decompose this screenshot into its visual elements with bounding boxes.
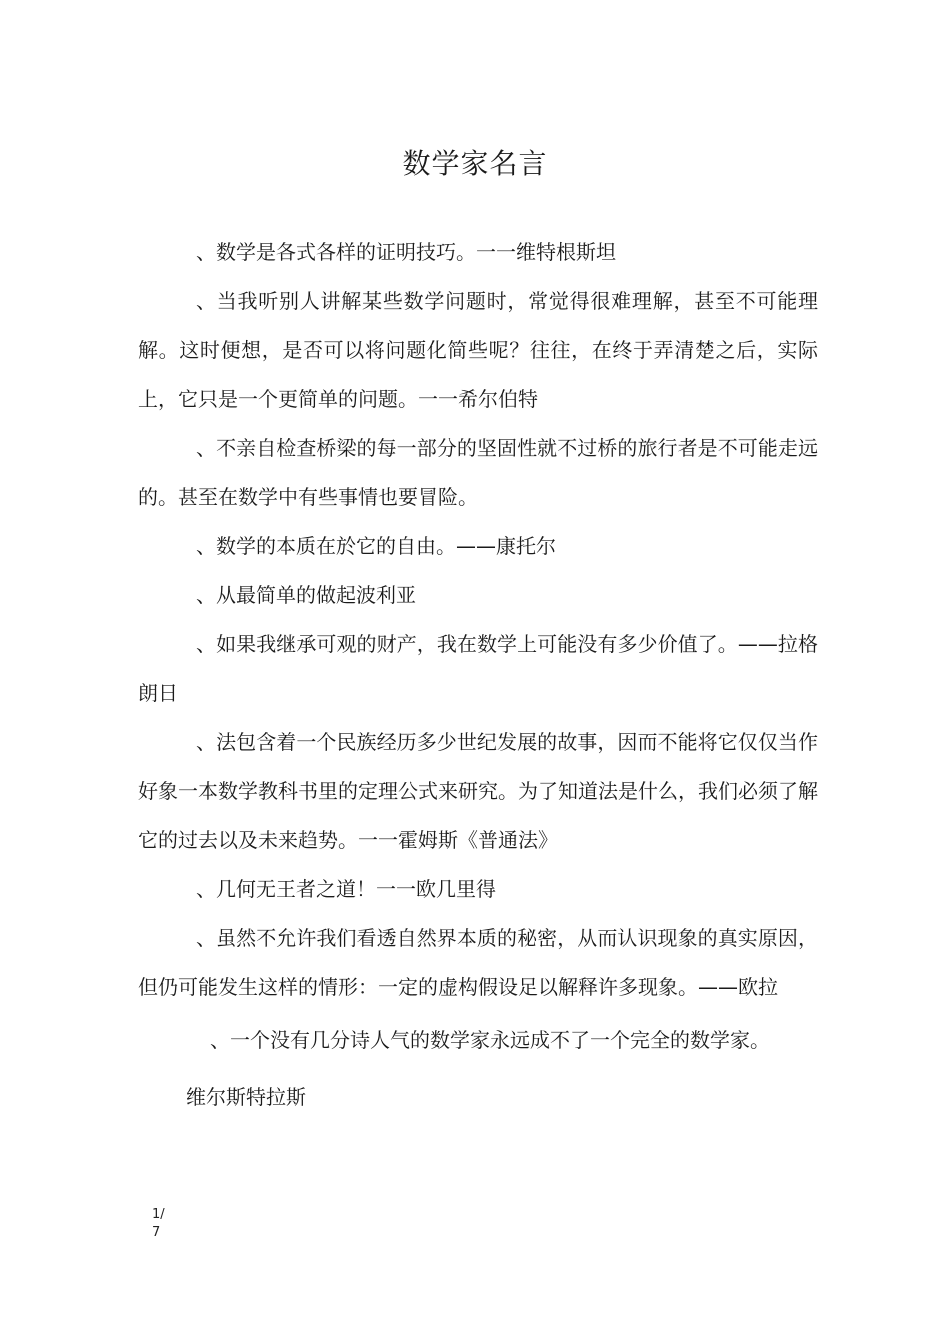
page-title: 数学家名言 [402, 147, 548, 180]
quote-paragraph: 、如果我继承可观的财产，我在数学上可能没有多少价值了。——拉格朗日 [138, 632, 818, 705]
page-number-total: 7 [152, 1225, 161, 1240]
page-number-current: 1/ [152, 1207, 165, 1222]
quote-paragraph: 、几何无王者之道！一一欧几里得 [196, 877, 496, 901]
quote-paragraph: 、数学是各式各样的证明技巧。一一维特根斯坦 [196, 240, 616, 264]
quote-list [138, 228, 818, 1122]
quote-paragraph: 、一个没有几分诗人气的数学家永远成不了一个完全的数学家。 [210, 1028, 770, 1052]
quote-paragraph: 、法包含着一个民族经历多少世纪发展的故事，因而不能将它仅仅当作好象一本数学教科书里的定理公式来研究。为了知道法是什么，我们必须了解它的过去以及未来趋势。一一霍姆斯《普通法》 [138, 730, 818, 852]
quote-paragraph: 、数学的本质在於它的自由。——康托尔 [196, 534, 556, 558]
quote-paragraph: 、从最简单的做起波利亚 [196, 583, 416, 607]
quote-paragraph: 、当我听别人讲解某些数学问题时，常觉得很难理解，甚至不可能理解。这时便想，是否可以将问题化简些呢？往往，在终于弄清楚之后，实际上，它只是一个更简单的问题。一一希尔伯特 [138, 289, 818, 411]
quote-paragraph: 、虽然不允许我们看透自然界本质的秘密，从而认识现象的真实原因，但仍可能发生这样的情形：一定的虚构假设足以解释许多现象。——欧拉 [138, 926, 818, 999]
quote-paragraph: 、不亲自检查桥梁的每一部分的坚固性就不过桥的旅行者是不可能走远的。甚至在数学中有些事情也要冒险。 [138, 436, 818, 509]
quote-attribution: 维尔斯特拉斯 [186, 1085, 306, 1109]
page-number [152, 1206, 172, 1242]
